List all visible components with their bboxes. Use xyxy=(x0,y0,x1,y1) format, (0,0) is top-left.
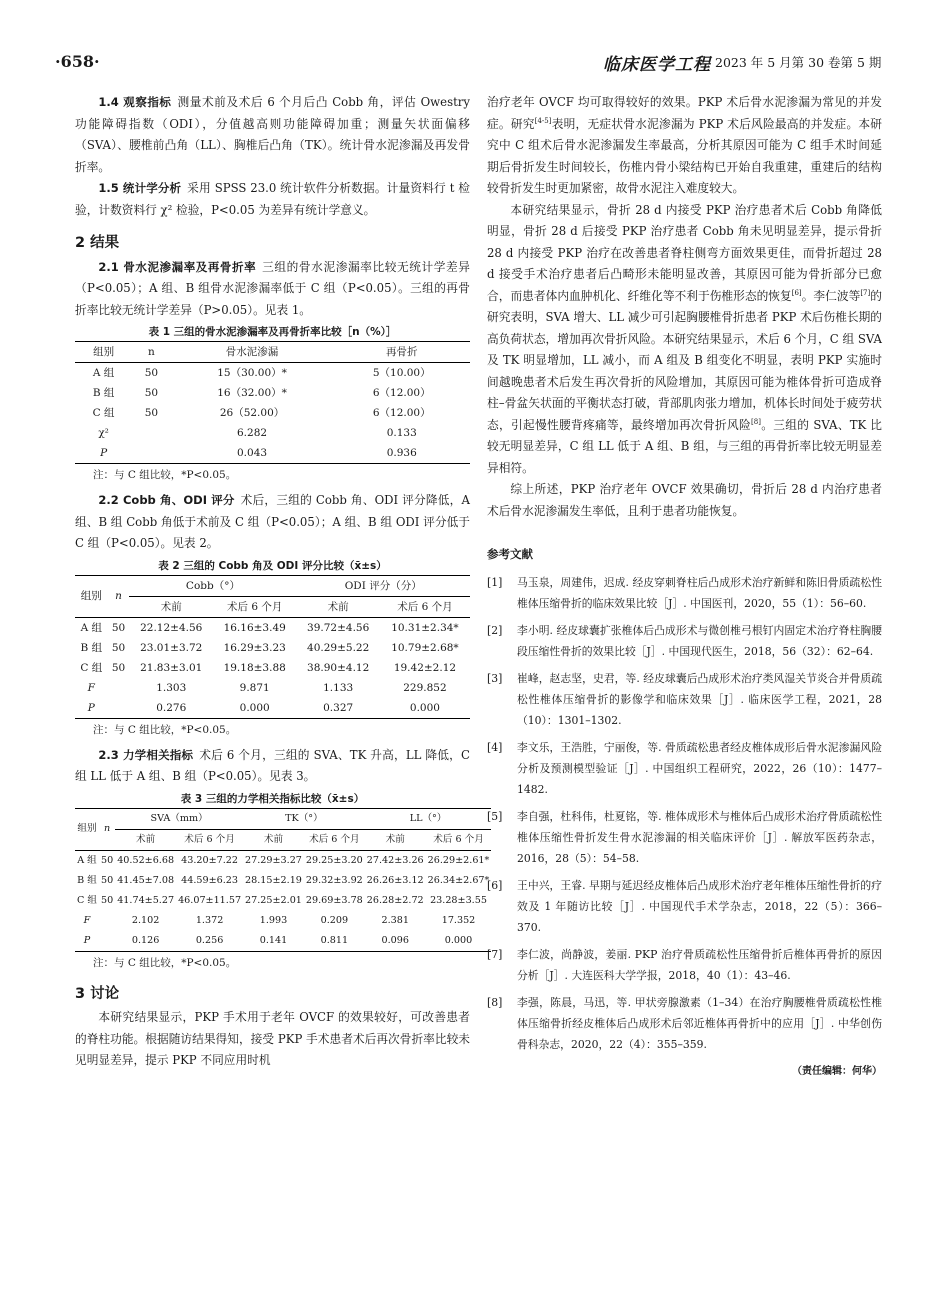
table-3-note: 注：与 C 组比较，*P<0.05。 xyxy=(93,956,237,969)
text-run: 本研究结果显示，骨折 28 d 内接受 PKP 治疗患者术后 Cobb 角降低明显，骨折 28 d 后接受 PKP 治疗患者 Cobb 角未见明显差异，提示骨折 28 d 内接受 PKP 治疗在改善患者脊柱侧弯方面效果更佳，而骨折超过 28 d 接受手术治疗患者后凸畸形未能明显改善，其原因可能为骨折部分已愈合，而患者体内血肿机化、纤维化等不利于伤椎形态的恢复 xyxy=(487,202,882,303)
table-row xyxy=(75,383,470,403)
issue-info: 2023 年 5 月第 30 卷第 5 期 xyxy=(715,55,882,70)
text-run: 。李仁波等 xyxy=(801,288,861,303)
text-run: 的研究表明，SVA 增大、LL 减少可引起胸腰椎骨折患者 PKP 术后伤椎长期的高负荷状态，增加再次骨折风险。本研究结果显示，术后 6 个月，C 组 SVA 及 TK 明显增加，LL 减小，而 A 组及 B 组变化不明显，表明 PKP 实施时间越晚患者术后发生再次骨折的风险增加，其原因可能为椎体骨折可造成脊柱–骨盆矢状面的平衡状态打破，背部肌肉张力增加，机体长时间处于疲劳状态，引起慢性腰背疼痛等，最终增加再次骨折风险 xyxy=(487,288,882,432)
table-cell: 50 xyxy=(100,894,114,906)
table-cell: 0.000 xyxy=(426,931,492,952)
table-cell: 50 xyxy=(144,387,159,399)
table-cell: 2.381 xyxy=(381,914,409,926)
table-cell: 22.12±4.56 xyxy=(140,621,203,634)
table-cell: 1.303 xyxy=(156,681,187,694)
right-column xyxy=(487,92,882,1082)
table-1-title: 表 1 三组的骨水泥渗漏率及再骨折率比较［n（%）］ xyxy=(148,326,397,338)
table-cell: 19.18±3.88 xyxy=(223,661,286,674)
reference-number: [3] xyxy=(487,671,503,685)
section-1-4-text: 测量术前及术后 6 个月后凸 Cobb 角，评估 Owestry 功能障碍指数（ODI），分值越高则功能障碍加重；测量矢状面偏移（SVA）、腰椎前凸角（LL）、胸椎后凸角（TK）。统计骨水泥渗漏及再发骨折率。 xyxy=(75,95,470,174)
table-cell: B 组 xyxy=(92,387,115,399)
reference-list xyxy=(487,572,882,1055)
table-row xyxy=(75,698,470,719)
table-2-cobb-header: Cobb（°） xyxy=(129,575,296,596)
table-cell: 0.000 xyxy=(380,698,470,719)
text-run: 。三组的 SVA、TK 比较无明显差异，C 组 LL 低于 A 组、B 组，与三组的再骨折率比较无明显差异相符。 xyxy=(487,417,882,475)
table-cell xyxy=(108,678,130,698)
reference-text: 李强，陈晨，马迅，等. 甲状旁腺激素（1–34）在治疗胸腰椎骨质疏松性椎体压缩骨折经皮椎体后凸成形术后邻近椎体再骨折中的应用［J］. 中华创伤骨科杂志，2020，22（4）：355–359. xyxy=(517,995,882,1051)
reference-number: [8] xyxy=(487,995,503,1009)
section-1-4 xyxy=(75,92,470,178)
section-2-3-text: 术后 6 个月，三组的 SVA、TK 升高，LL 降低，C 组 LL 低于 A 组、B 组（P<0.05）。见表 3。 xyxy=(75,747,470,783)
citation: [6] xyxy=(791,288,802,297)
table-cell: 229.852 xyxy=(403,681,447,694)
table-3-subheader: 术后 6 个月 xyxy=(176,829,243,850)
table-1-note: 注：与 C 组比较，*P<0.05。 xyxy=(93,469,237,481)
table-3-group-header: 组别 xyxy=(75,808,99,850)
table-3 xyxy=(75,808,491,952)
table-cell: P xyxy=(75,698,108,719)
table-cell: 40.52±6.68 xyxy=(117,854,175,866)
reference-item xyxy=(487,668,882,731)
table-cell xyxy=(132,423,170,443)
table-cell: C 组 xyxy=(77,894,97,906)
reference-item xyxy=(487,806,882,869)
references-heading: 参考文献 xyxy=(487,547,533,561)
table-cell: 0.141 xyxy=(243,931,304,952)
table-cell: B 组 xyxy=(77,874,97,886)
table-cell xyxy=(99,931,115,952)
table-row xyxy=(75,423,470,443)
table-cell: 38.90±4.12 xyxy=(307,661,370,674)
table-cell: 9.871 xyxy=(239,681,270,694)
table-cell: 0.096 xyxy=(365,931,426,952)
table-cell: 40.29±5.22 xyxy=(307,641,370,654)
table-cell: 50 xyxy=(100,874,114,886)
table-row xyxy=(75,617,470,638)
journal-name: 临床医学工程 xyxy=(603,55,711,75)
table-cell: 46.07±11.57 xyxy=(178,894,242,906)
table-2-subheader: 术前 xyxy=(129,596,212,617)
table-2-subheader: 术前 xyxy=(296,596,379,617)
table-cell: C 组 xyxy=(80,661,103,674)
table-cell: χ² xyxy=(98,427,109,439)
table-row xyxy=(75,678,470,698)
table-2-subheader: 术后 6 个月 xyxy=(380,596,470,617)
section-3-paragraph-3: 综上所述，PKP 治疗老年 OVCF 效果确切，骨折后 28 d 内治疗患者术后骨水泥渗漏发生率低，且利于患者功能恢复。 xyxy=(487,482,882,518)
citation: [4-5] xyxy=(534,116,552,125)
table-cell: 0.043 xyxy=(171,443,334,464)
table-cell: 26.28±2.72 xyxy=(366,894,424,906)
table-2-title: 表 2 三组的 Cobb 角及 ODI 评分比较（x̄±s） xyxy=(158,559,387,572)
table-cell: 0.256 xyxy=(176,931,243,952)
table-1-header: 再骨折 xyxy=(333,342,470,363)
reference-number: [4] xyxy=(487,740,503,754)
reference-item xyxy=(487,737,882,800)
table-cell: 0.276 xyxy=(129,698,212,719)
section-3-paragraph-1: 本研究结果显示，PKP 手术用于老年 OVCF 的效果较好，可改善患者的脊柱功能。根据随访结果得知，接受 PKP 手术患者术后再次骨折率比较未见明显差异，提示 PKP 不同应用时机 xyxy=(75,1010,470,1067)
table-cell: 5（10.00） xyxy=(372,367,431,379)
table-cell: F xyxy=(87,681,95,694)
table-cell: C 组 xyxy=(92,407,115,419)
table-cell: 6（12.00） xyxy=(372,387,431,399)
table-row xyxy=(75,891,491,911)
table-3-title: 表 3 三组的力学相关指标比较（x̄±s） xyxy=(180,792,365,805)
table-3-subheader: 术前 xyxy=(243,829,304,850)
table-cell: 23.28±3.55 xyxy=(430,894,487,906)
section-2-2 xyxy=(75,490,470,555)
table-cell: 17.352 xyxy=(441,914,476,926)
table-2-note: 注：与 C 组比较，*P<0.05。 xyxy=(93,723,237,736)
table-cell: 0.133 xyxy=(386,427,417,439)
reference-number: [1] xyxy=(487,575,503,589)
reference-item xyxy=(487,875,882,938)
table-cell: B 组 xyxy=(80,641,103,654)
table-cell: 41.45±7.08 xyxy=(117,874,175,886)
table-cell: 39.72±4.56 xyxy=(307,621,370,634)
reference-text: 王中兴，王睿. 早期与延迟经皮椎体后凸成形术治疗老年椎体压缩性骨折的疗效及 1 年随访比较［J］. 中国现代手术学杂志，2018，22（5）：366–370. xyxy=(517,878,882,934)
section-2-heading: 2 结果 xyxy=(75,235,120,251)
table-cell: 43.20±7.22 xyxy=(181,854,238,866)
table-cell: 23.01±3.72 xyxy=(140,641,203,654)
table-3-subheader: 术后 6 个月 xyxy=(304,829,365,850)
table-cell: 1.133 xyxy=(323,681,354,694)
reference-number: [5] xyxy=(487,809,503,823)
table-2-n-header: n xyxy=(108,575,130,617)
section-2-1-text: 三组的骨水泥渗漏率比较无统计学差异（P<0.05）；A 组、B 组骨水泥渗漏率低于 C 组（P<0.05）。三组的再骨折率比较无统计学差异（P>0.05）。见表 1。 xyxy=(75,259,470,317)
citation: [8] xyxy=(751,417,761,426)
table-2-group-header: 组别 xyxy=(75,575,108,617)
table-cell: F xyxy=(83,914,91,926)
table-cell: 26.29±2.61* xyxy=(427,854,490,866)
reference-text: 李小明. 经皮球囊扩张椎体后凸成形术与微创椎弓根钉内固定术治疗脊柱胸腰段压缩性骨折的效果比较［J］. 中国现代医生，2018，56（32）：62–64. xyxy=(517,623,882,658)
table-row xyxy=(75,638,470,658)
table-3-ll-header: LL（°） xyxy=(365,808,492,829)
table-cell: 0.126 xyxy=(115,931,176,952)
table-3-subheader: 术前 xyxy=(365,829,426,850)
table-cell: 44.59±6.23 xyxy=(181,874,238,886)
page-number: ·658· xyxy=(55,52,100,71)
reference-text: 李自强，杜科伟，杜夏铭，等. 椎体成形术与椎体后凸成形术治疗骨质疏松性椎体压缩性骨折发生骨水泥渗漏的相关临床评价［J］. 解放军医药杂志，2016，28（5）：54–58. xyxy=(517,809,882,865)
section-3-paragraph-2 xyxy=(487,200,882,480)
table-cell: 26（52.00） xyxy=(219,407,285,419)
section-2-2-heading: 2.2 Cobb 角、ODI 评分 xyxy=(98,493,235,507)
citation: [7] xyxy=(860,288,871,297)
reference-number: [6] xyxy=(487,878,503,892)
section-1-4-heading: 1.4 观察指标 xyxy=(98,95,172,109)
reference-number: [7] xyxy=(487,947,503,961)
reference-number: [2] xyxy=(487,623,503,637)
table-cell: 29.25±3.20 xyxy=(305,854,363,866)
table-cell: 10.79±2.68* xyxy=(391,641,459,654)
table-cell: P xyxy=(75,931,99,952)
table-1-header: n xyxy=(132,342,170,363)
section-2-1 xyxy=(75,257,470,322)
table-cell: 0.209 xyxy=(320,914,349,926)
table-1 xyxy=(75,341,470,464)
table-3-subheader: 术后 6 个月 xyxy=(426,829,492,850)
table-cell: 2.102 xyxy=(131,914,160,926)
table-row xyxy=(75,931,491,952)
table-row xyxy=(75,871,491,891)
table-cell: 50 xyxy=(100,854,114,866)
table-cell: 0.327 xyxy=(296,698,379,719)
table-row xyxy=(75,658,470,678)
table-cell xyxy=(108,698,130,719)
section-2-1-heading: 2.1 骨水泥渗漏率及再骨折率 xyxy=(98,259,257,274)
table-cell: 50 xyxy=(111,661,126,674)
reference-item xyxy=(487,620,882,662)
table-cell: 21.83±3.01 xyxy=(140,661,203,674)
table-cell: 16.29±3.23 xyxy=(223,641,286,654)
section-2-2-text: 术后，三组的 Cobb 角、ODI 评分降低，A 组、B 组 Cobb 角低于术前及 C 组（P<0.05）；A 组、B 组 ODI 评分低于 C 组（P<0.05）。见表 2。 xyxy=(75,493,470,550)
table-1-header: 骨水泥渗漏 xyxy=(171,342,334,363)
section-1-5 xyxy=(75,178,470,221)
table-2-subheader: 术后 6 个月 xyxy=(213,596,296,617)
table-cell: A 组 xyxy=(80,621,102,634)
table-cell xyxy=(132,443,170,464)
page-header xyxy=(55,52,895,74)
table-cell: 0.000 xyxy=(213,698,296,719)
table-row xyxy=(75,443,470,464)
table-cell: 27.42±3.26 xyxy=(366,854,424,866)
table-3-tk-header: TK（°） xyxy=(243,808,365,829)
section-2-3 xyxy=(75,745,470,788)
table-cell: 27.29±3.27 xyxy=(245,854,302,866)
table-cell: 50 xyxy=(111,621,126,634)
reference-text: 马玉泉，周建伟，迟成. 经皮穿刺脊柱后凸成形术治疗新鲜和陈旧骨质疏松性椎体压缩骨折的临床效果比较［J］. 中国医刊，2020，55（1）：56–60. xyxy=(517,575,882,610)
table-cell: 15（30.00）* xyxy=(217,367,287,379)
section-2-3-heading: 2.3 力学相关指标 xyxy=(98,747,194,762)
section-1-5-text: 采用 SPSS 23.0 统计软件分析数据。计量资料行 t 检验，计数资料行 χ² 检验，P<0.05 为差异有统计学意义。 xyxy=(75,181,470,217)
section-1-5-heading: 1.5 统计学分析 xyxy=(98,181,182,195)
section-3-paragraph-1-continued xyxy=(487,92,882,200)
table-cell: 0.811 xyxy=(304,931,365,952)
table-cell: 29.32±3.92 xyxy=(305,874,363,886)
table-cell: 1.372 xyxy=(195,914,224,926)
table-cell: P xyxy=(75,443,132,464)
table-3-subheader: 术前 xyxy=(115,829,176,850)
reference-text: 崔峰，赵志坚，史君，等. 经皮球囊后凸成形术治疗类风湿关节炎合并骨质疏松性椎体压缩骨折的影像学和临床效果［J］. 临床医学工程，2021，28（10）：1301–1302. xyxy=(517,671,882,727)
table-cell: 16.16±3.49 xyxy=(223,621,286,634)
text-run: 表明，无症状骨水泥渗漏为 PKP 术后风险最高的并发症。本研究中 C 组术后骨水泥渗漏发生率最高，分析其原因可能为 C 组手术时间延期后骨折发生时间较长，伤椎内骨小梁结构已开始自我重建，重建后的结构较骨折发生时更加紧密，故骨水泥注入难度较大。 xyxy=(487,116,882,195)
table-cell: 41.74±5.27 xyxy=(117,894,175,906)
reference-text: 李仁波，尚静波，姜丽. PKP 治疗骨质疏松性压缩骨折后椎体再骨折的原因分析［J］. 大连医科大学学报，2018，40（1）：43–46. xyxy=(517,947,882,982)
table-2-odi-header: ODI 评分（分） xyxy=(296,575,470,596)
table-cell: A 组 xyxy=(92,367,115,379)
text-run: 治疗老年 OVCF 均可取得较好的效果。PKP 术后骨水泥渗漏为常见的并发症。研究 xyxy=(487,95,882,131)
table-cell: A 组 xyxy=(77,854,97,866)
table-cell: 10.31±2.34* xyxy=(391,621,459,634)
table-cell: 19.42±2.12 xyxy=(393,661,457,674)
reference-item xyxy=(487,572,882,614)
section-3-heading: 3 讨论 xyxy=(75,985,120,1002)
table-row xyxy=(75,363,470,384)
reference-text: 李文乐，王浩胜，宁丽俊，等. 骨质疏松患者经皮椎体成形后骨水泥渗漏风险分析及预测模型验证［J］. 中国组织工程研究，2022，26（10）：1477–1482. xyxy=(517,740,882,796)
table-1-header: 组别 xyxy=(75,342,132,363)
table-cell: 6.282 xyxy=(237,427,268,439)
table-cell: 26.26±3.12 xyxy=(366,874,424,886)
table-cell: 50 xyxy=(111,641,126,654)
table-cell: 50 xyxy=(144,407,159,419)
table-cell: 27.25±2.01 xyxy=(245,894,302,906)
responsible-editor: （责任编辑：何华） xyxy=(792,1065,882,1077)
table-2 xyxy=(75,575,470,719)
table-cell: 16（32.00）* xyxy=(217,387,287,399)
table-3-n-header: n xyxy=(99,808,115,850)
table-row xyxy=(75,850,491,871)
table-cell: 28.15±2.19 xyxy=(245,874,302,886)
table-cell: 0.936 xyxy=(333,443,470,464)
table-cell: 50 xyxy=(144,367,159,379)
table-cell xyxy=(99,911,115,931)
table-3-sva-header: SVA（mm） xyxy=(115,808,243,829)
left-column xyxy=(75,92,490,1072)
table-cell: 26.34±2.67* xyxy=(427,874,490,886)
table-cell: 29.69±3.78 xyxy=(305,894,363,906)
reference-item xyxy=(487,992,882,1055)
table-row xyxy=(75,911,491,931)
table-cell: 6（12.00） xyxy=(372,407,431,419)
table-cell: 1.993 xyxy=(259,914,288,926)
table-row xyxy=(75,403,470,423)
reference-item xyxy=(487,944,882,986)
